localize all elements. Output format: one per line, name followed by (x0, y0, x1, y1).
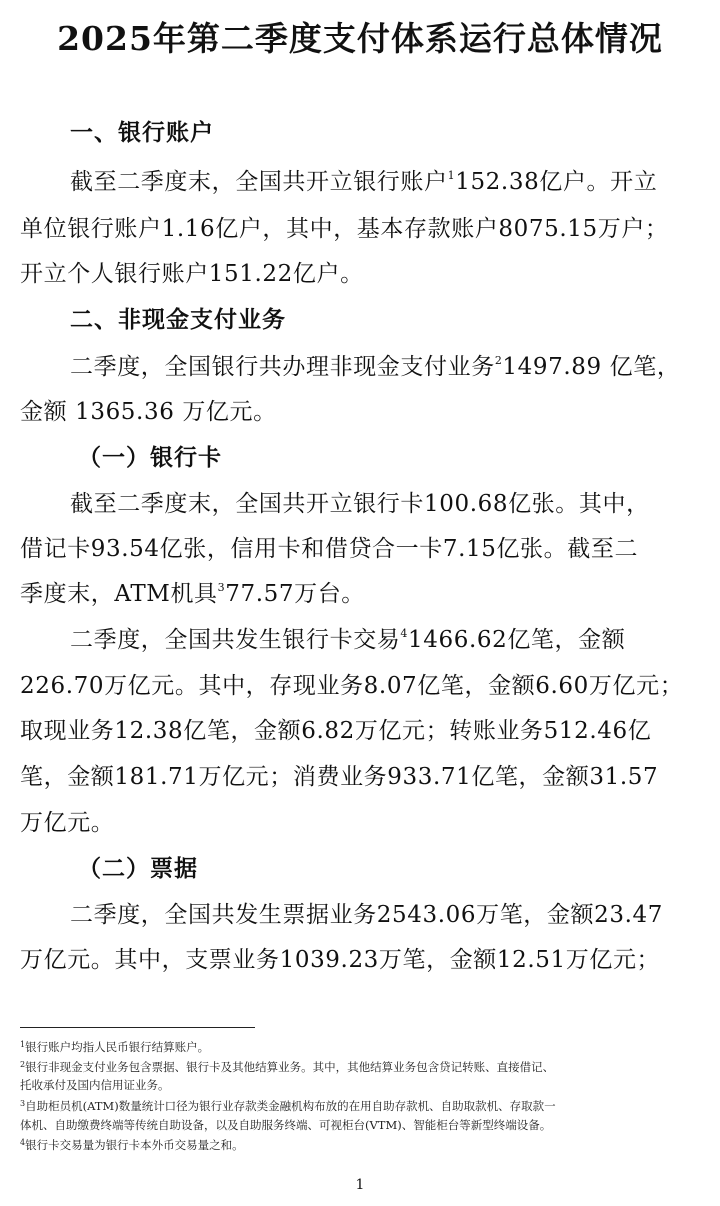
paragraph-line: 借记卡93.54亿张，信用卡和借贷合一卡7.15亿张。截至二 (20, 536, 639, 562)
footnote-ref: 2 (494, 354, 503, 367)
footnote-ref: 4 (400, 627, 409, 640)
paragraph-line: 季度末，ATM机具$^3$77.57万台。 (20, 581, 365, 607)
paragraph-line: 笔，金额181.71万亿元；消费业务933.71亿笔，金额31.57 (20, 764, 659, 790)
paragraph-line: 金额 1365.36 万亿元。 (20, 399, 277, 425)
footnote-ref: 3 (217, 581, 226, 594)
footnote-2: $^2$银行非现金支付业务包含票据、银行卡及其他结算业务。其中，其他结算业务包含贷记转账、直接借记、 (20, 1060, 555, 1074)
paragraph-line: 截至二季度末，全国共开立银行账户$^1$152.38亿户。开立 (70, 169, 658, 195)
paragraph-line: 截至二季度末，全国共开立银行卡100.68亿张。其中， (70, 491, 650, 517)
paragraph-line: 单位银行账户1.16亿户，其中，基本存款账户8075.15万户； (20, 216, 669, 242)
paragraph-line: 万亿元。其中，支票业务1039.23万笔，金额12.51万亿元； (20, 947, 661, 973)
page-number: 1 (355, 1177, 365, 1193)
paragraph-line: 取现业务12.38亿笔，金额6.82万亿元；转账业务512.46亿 (20, 718, 652, 744)
paragraph-line: 二季度，全国共发生银行卡交易$^4$1466.62亿笔，金额 (70, 627, 626, 653)
paragraph-line: 二季度，全国银行共办理非现金支付业务$^2$1497.89 亿笔， (70, 354, 681, 380)
section-heading-bank-accounts: 一、银行账户 (70, 119, 214, 146)
footnote-3-cont: 体机、自助缴费终端等传统自助设备，以及自助服务终端、可视柜台(VTM)、智能柜台等新型终端设备。 (20, 1118, 552, 1132)
paragraph-line: 226.70万亿元。其中，存现业务8.07亿笔，金额6.60万亿元； (20, 673, 684, 699)
section-heading-noncash: 二、非现金支付业务 (70, 306, 286, 333)
subsection-heading-bills: （二）票据 (78, 855, 198, 882)
footnote-3: $^3$自助柜员机(ATM)数量统计口径为银行业存款类金融机构布放的在用自助存款机、自助取款机、存取款一 (20, 1099, 556, 1113)
footnote-2-cont: 托收承付及国内信用证业务。 (20, 1078, 170, 1092)
subsection-heading-bank-cards: （一）银行卡 (78, 444, 222, 471)
footnote-1: $^1$银行账户均指人民币银行结算账户。 (20, 1040, 210, 1054)
paragraph-line: 开立个人银行账户151.22亿户。 (20, 261, 364, 287)
paragraph-line: 二季度，全国共发生票据业务2543.06万笔，金额23.47 (70, 902, 663, 928)
footnote-ref: 1 (447, 169, 456, 182)
page-title: 2025年第二季度支付体系运行总体情况 (57, 19, 663, 58)
footnote-4: $^4$银行卡交易量为银行卡本外币交易量之和。 (20, 1138, 244, 1152)
paragraph-line: 万亿元。 (20, 810, 115, 836)
footnote-divider (20, 1027, 255, 1028)
